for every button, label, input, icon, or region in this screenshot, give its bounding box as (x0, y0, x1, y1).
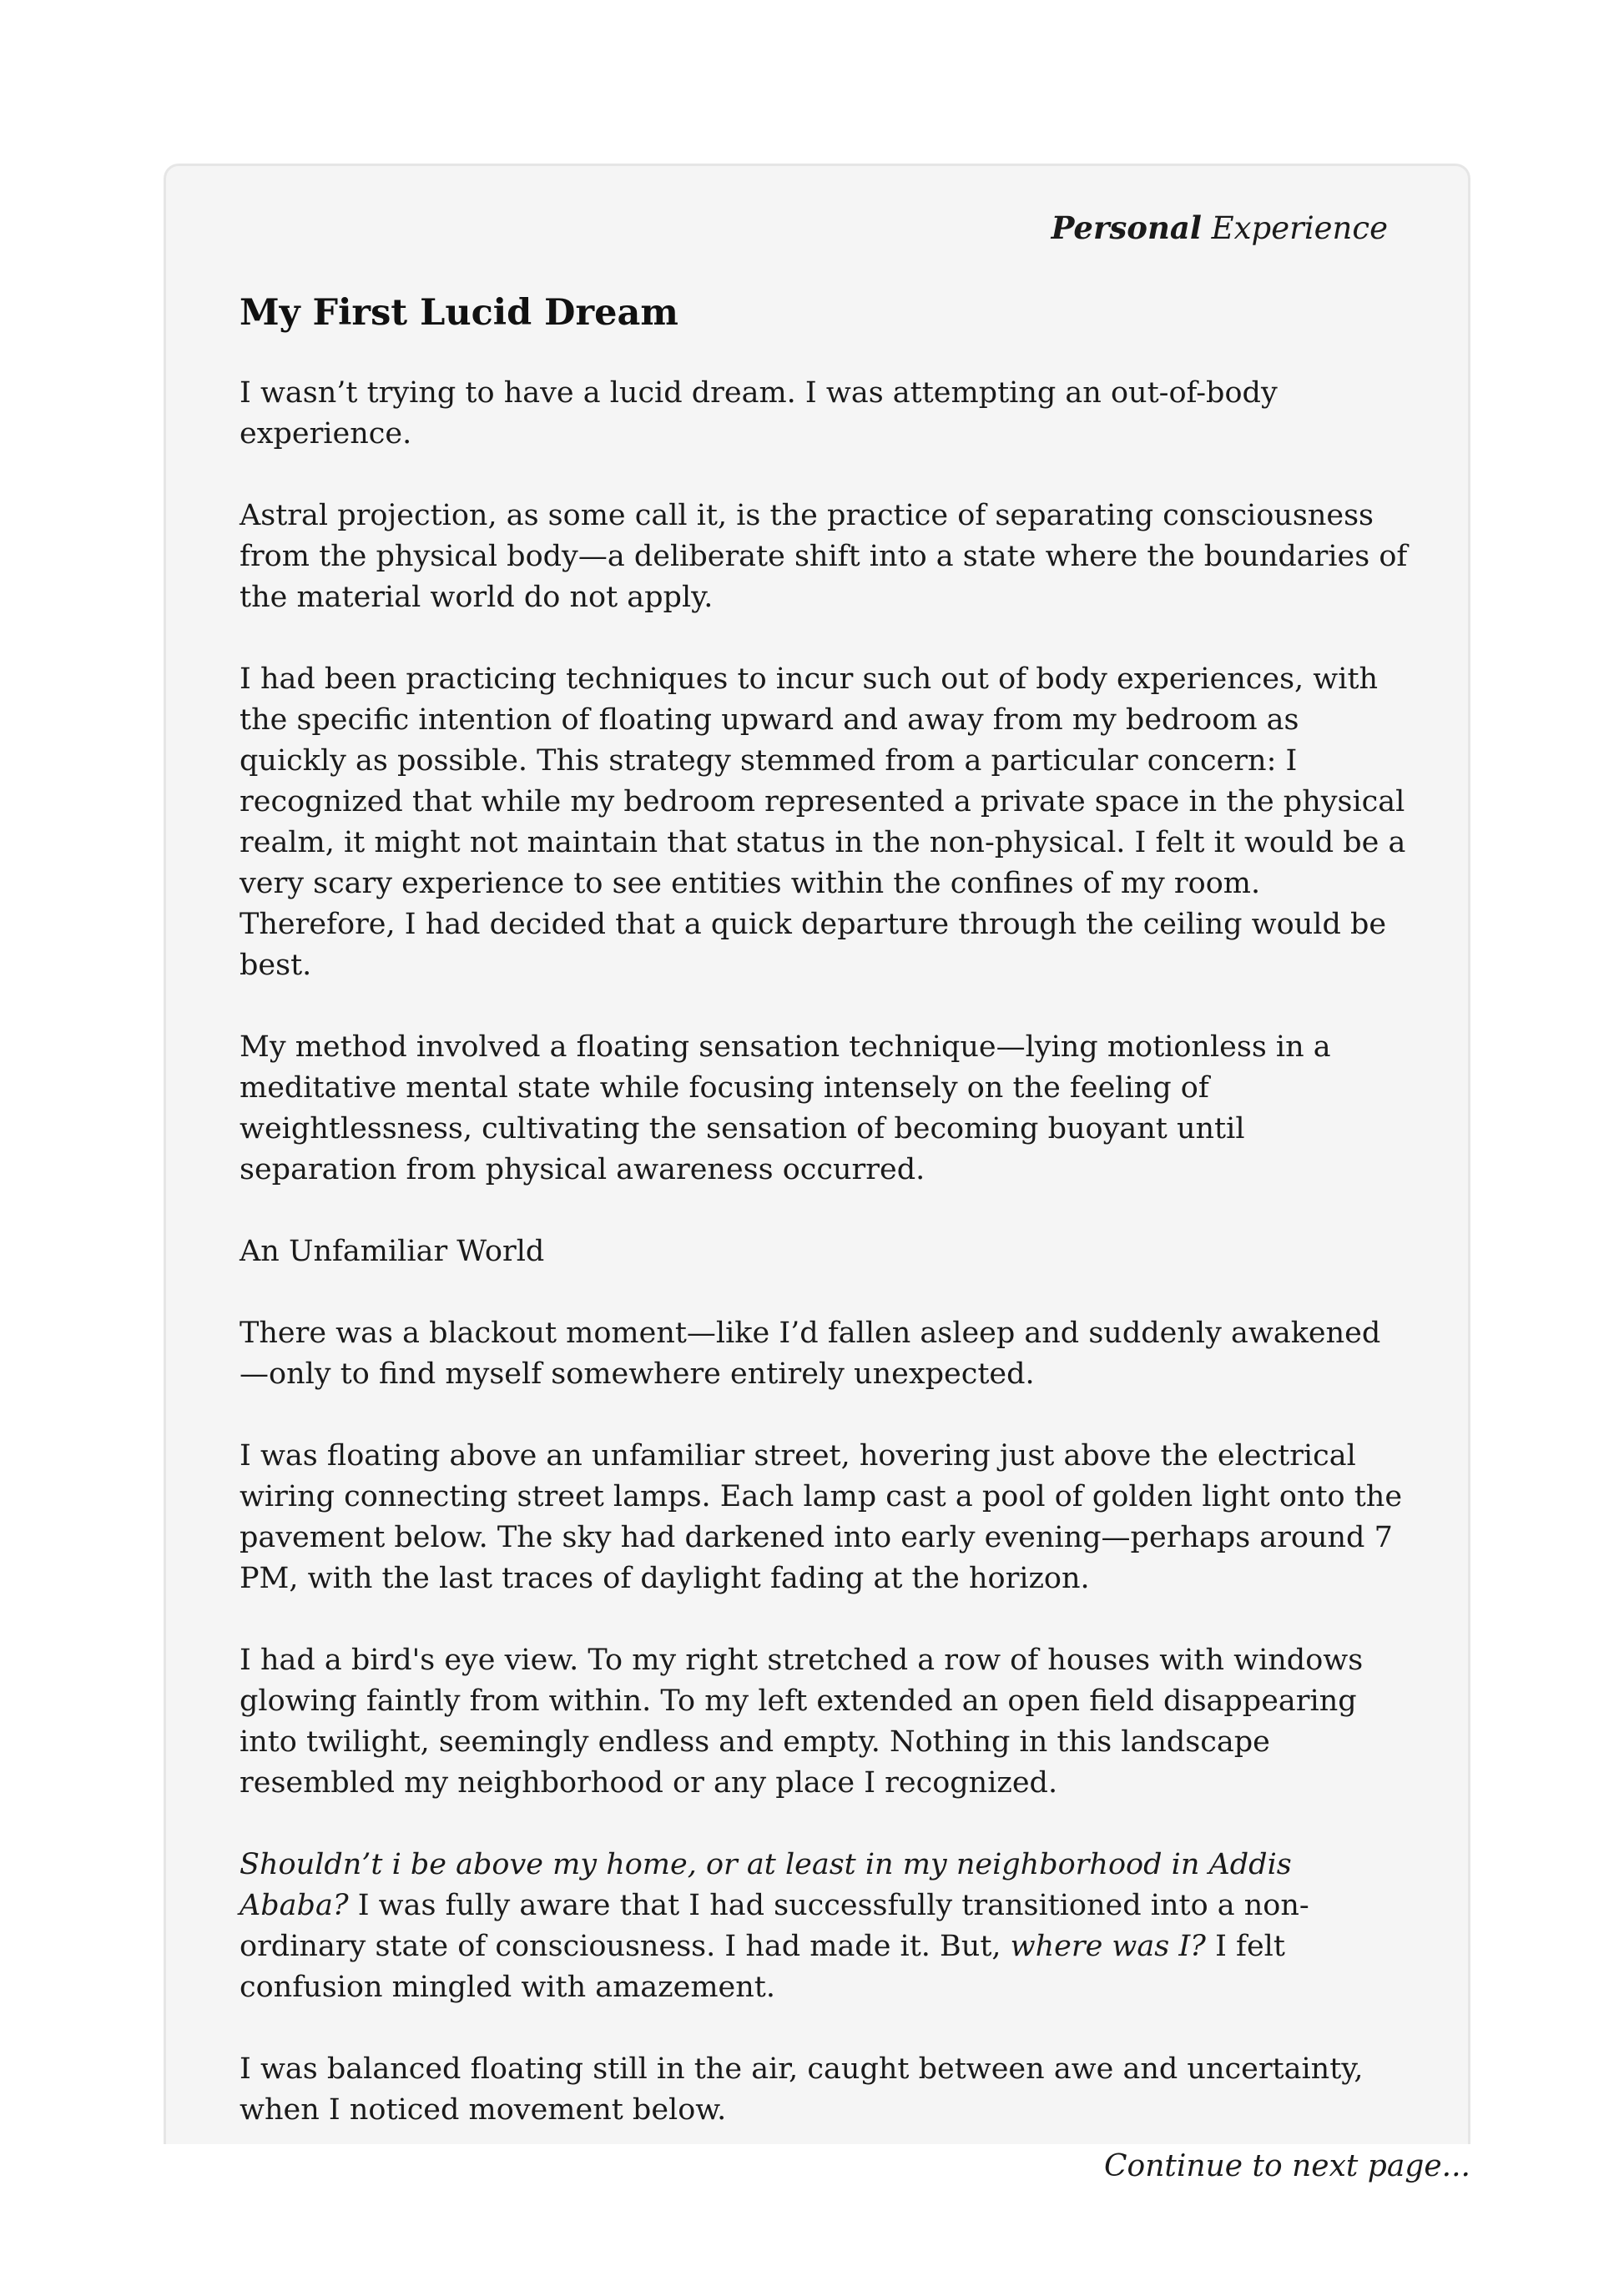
article-content (240, 290, 1408, 2144)
category-rest: Experience (1211, 210, 1388, 246)
paragraph: I wasn’t trying to have a lucid dream. I was attempting an out-of-body experience. (240, 376, 1278, 451)
paragraph: I was floating above an unfamiliar street, hovering just above the electrical wiring connecting street lamps. Each lamp cast a pool of golden light onto the pavement below. The sky had darkened into early evening—perhaps around 7 PM, with the last traces of daylight fading at the horizon. (240, 1439, 1403, 1595)
paragraph: There was a blackout moment—like I’d fallen asleep and suddenly awakened—only to find myself somewhere entirely unexpected. (240, 1317, 1381, 1391)
category-strong: Personal (1051, 209, 1202, 246)
paragraph: My method involved a floating sensation technique—lying motionless in a meditative mental state while focusing intensely on the feeling of weightlessness, cultivating the sensation of becoming buoyant until separation from physical awareness occurred. (240, 1030, 1331, 1186)
paragraph-mixed (240, 1845, 1408, 2008)
article-title: My First Lucid Dream (240, 292, 678, 334)
section-heading: An Unfamiliar World (240, 1235, 545, 1268)
paragraph-text: I felt confusion mingled with amazement. (240, 1930, 1285, 2004)
article-card (164, 164, 1470, 2144)
italic-question: where was I? (1010, 1930, 1206, 1963)
paragraph: I had a bird's eye view. To my right stretched a row of houses with windows glowing faintly from within. To my left extended an open field disappearing into twilight, seemingly endless and empty. Nothing in this landscape resembled my neighborhood or any place I recognized. (240, 1644, 1364, 1800)
paragraph: Astral projection, as some call it, is the practice of separating consciousness from the physical body—a deliberate shift into a state where the boundaries of the material world do not apply. (240, 499, 1408, 614)
paragraph: I had been practicing techniques to incur such out of body experiences, with the specific intention of floating upward and away from my bedroom as quickly as possible. This strategy stemmed from a particular concern: I recognized that while my bedroom represented a private space in the physical realm, it might not maintain that status in the non-physical. I felt it would be a very scary experience to see entities within the confines of my room. Therefore, I had decided that a quick departure through the ceiling would be best. (240, 662, 1406, 982)
continue-link[interactable]: Continue to next page... (1104, 2149, 1470, 2183)
category-label (1052, 208, 1388, 249)
italic-thought: Shouldn’t i be above my home, or at least in my neighborhood in Addis Ababa? (240, 1848, 1292, 1922)
paragraph-text: I was fully aware that I had successfully transitioned into a non-ordinary state of consciousness. I had made it. But, (240, 1889, 1309, 1963)
paragraph: I was balanced floating still in the air, caught between awe and uncertainty, when I noticed movement below. (240, 2052, 1364, 2127)
